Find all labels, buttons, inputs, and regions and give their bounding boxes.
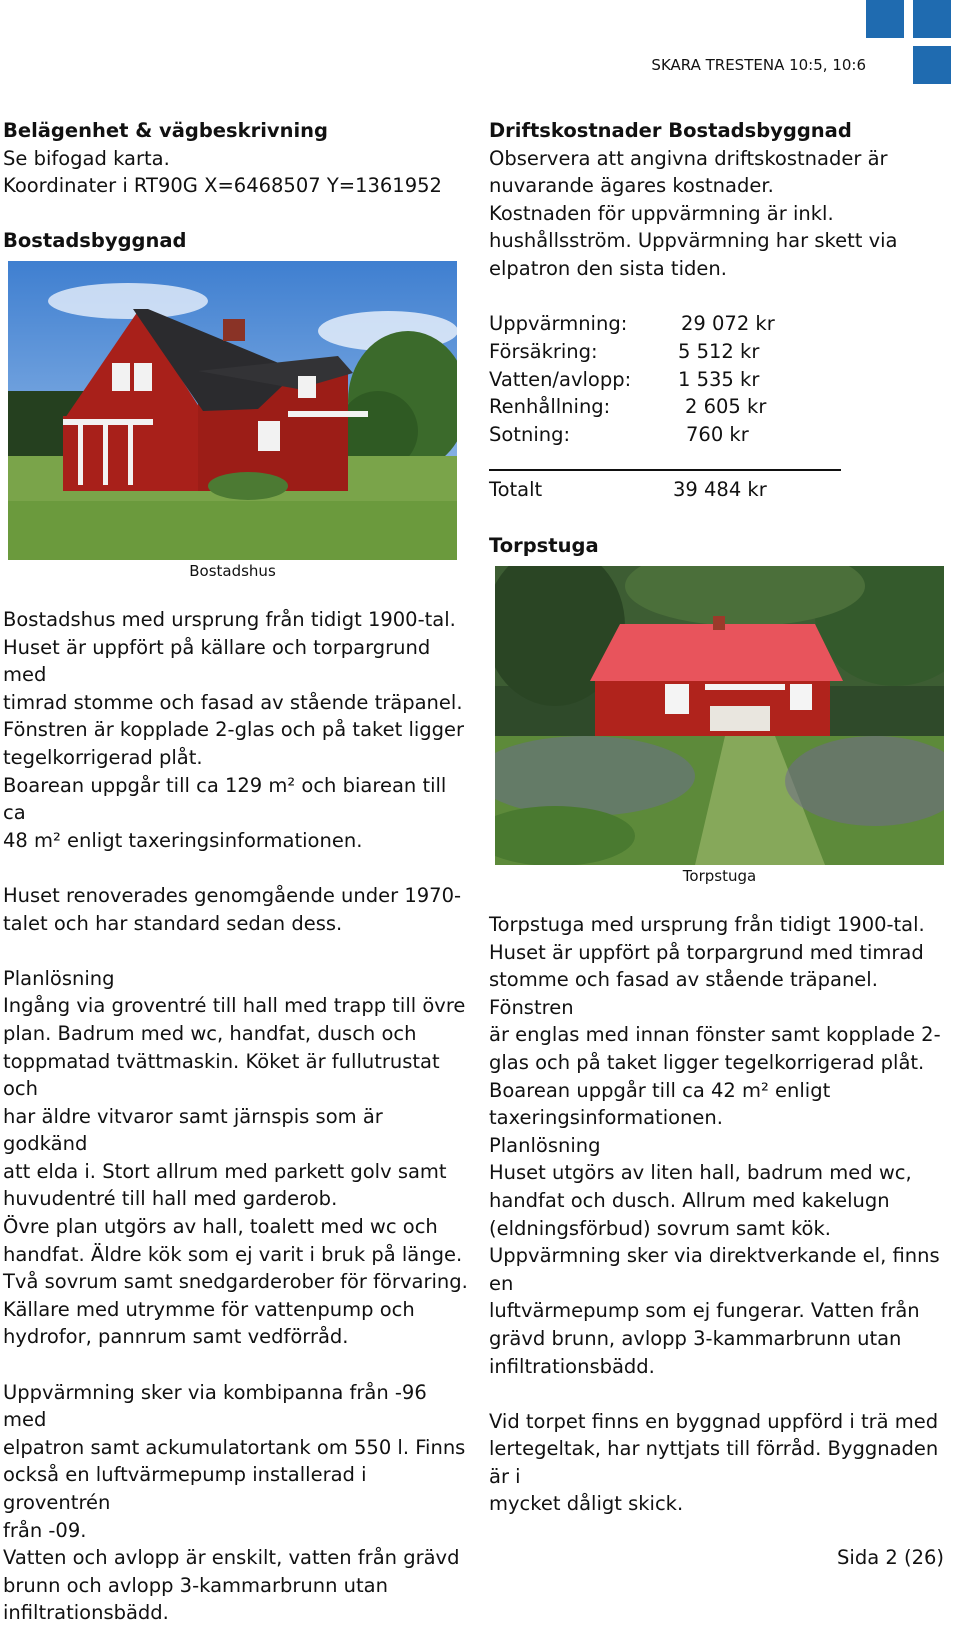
plan-line: Övre plan utgörs av hall, toalett med wc och	[3, 1215, 438, 1239]
cottage-plan-line: infiltrationsbädd.	[489, 1354, 655, 1378]
cottage-caption: Torpstuga	[682, 867, 757, 885]
heating-line: från -09.	[3, 1518, 87, 1542]
renovation-line: talet och har standard sedan dess.	[3, 911, 343, 935]
cost-label: Uppvärmning:	[489, 312, 628, 335]
total-label: Totalt	[489, 478, 543, 501]
cottage-plan-line: (eldningsförbud) sovrum samt kök.	[489, 1216, 831, 1240]
desc-line: Huset är uppfört på källare och torpargrund med	[3, 635, 431, 687]
outbuilding-line: Vid torpet finns en byggnad uppförd i trä med	[489, 1409, 939, 1433]
heating-line: infiltrationsbädd.	[3, 1601, 169, 1625]
location-line: Se bifogad karta.	[3, 146, 170, 170]
total-divider	[489, 469, 841, 471]
heating-line: också en luftvärmepump installerad i groventrén	[3, 1463, 367, 1514]
heating-line: brunn och avlopp 3-kammarbrunn utan	[3, 1573, 388, 1597]
cottage-line: Torpstuga med ursprung från tidigt 1900-tal.	[489, 913, 925, 936]
cost-value: 2 605 kr	[685, 395, 767, 418]
page-number: Sida 2 (26)	[837, 1546, 944, 1569]
desc-line: Boarean uppgår till ca 129 m² och biarean till ca	[3, 773, 447, 825]
costs-intro-line: Kostnaden för uppvärmning är inkl.	[489, 201, 834, 225]
cottage-plan-line: Uppvärmning sker via direktverkande el, finns en	[489, 1244, 940, 1295]
outbuilding-line: mycket dåligt skick.	[489, 1492, 684, 1516]
cottage-plan-heading: Planlösning	[489, 1133, 601, 1157]
cost-label: Sotning:	[489, 423, 571, 446]
cost-label: Renhållning:	[489, 395, 611, 418]
cost-value: 5 512 kr	[678, 340, 760, 363]
location-heading: Belägenhet & vägbeskrivning	[3, 119, 329, 142]
logo-square-1	[866, 0, 904, 38]
desc-line: Bostadshus med ursprung från tidigt 1900-tal.	[3, 608, 456, 631]
location-section	[3, 117, 473, 255]
renovation-line: Huset renoverades genomgående under 1970-	[3, 883, 462, 907]
plan-line: att elda i. Stort allrum med parkett golv samt	[3, 1159, 447, 1183]
total-value: 39 484 kr	[673, 478, 767, 501]
outbuilding-line: lertegeltak, har nyttjats till förråd. Byggnaden är i	[489, 1437, 939, 1488]
desc-line: Fönstren är kopplade 2-glas och på taket ligger	[3, 718, 465, 742]
house-caption: Bostadshus	[189, 562, 276, 580]
cottage-plan-line: handfat och dusch. Allrum med kakelugn	[489, 1188, 890, 1212]
plan-line: har äldre vitvaror samt järnspis som är godkänd	[3, 1104, 383, 1156]
desc-line: tegelkorrigerad plåt.	[3, 745, 203, 769]
plan-line: huvudentré till hall med garderob.	[3, 1187, 338, 1211]
plan-line: handfat. Äldre kök som ej varit i bruk på länge.	[3, 1242, 463, 1266]
cottage-line: glas och på taket ligger tegelkorrigerad plåt.	[489, 1050, 925, 1074]
cottage-plan-line: Huset utgörs av liten hall, badrum med wc,	[489, 1161, 912, 1185]
cottage-photo	[495, 566, 944, 865]
cottage-line: Huset är uppfört på torpargrund med timrad	[489, 940, 924, 964]
heating-line: Vatten och avlopp är enskilt, vatten från grävd	[3, 1546, 460, 1570]
logo-square-2	[913, 0, 951, 38]
plan-line: hydrofor, pannrum samt vedförråd.	[3, 1325, 349, 1349]
cottage-line: stomme och fasad av stående träpanel. Fönstren	[489, 968, 878, 1019]
cost-value: 760 kr	[686, 423, 749, 446]
cottage-plan-line: grävd brunn, avlopp 3-kammarbrunn utan	[489, 1326, 902, 1350]
desc-line: 48 m² enligt taxeringsinformationen.	[3, 828, 363, 852]
cottage-line: Boarean uppgår till ca 42 m² enligt	[489, 1078, 831, 1102]
cottage-line: är englas med innan fönster samt kopplade 2-	[489, 1023, 941, 1047]
cost-label: Vatten/avlopp:	[489, 368, 632, 391]
house-heading: Bostadsbyggnad	[3, 229, 187, 253]
costs-intro-line: nuvarande ägares kostnader.	[489, 174, 774, 198]
plan-line: Ingång via groventré till hall med trapp till övre	[3, 994, 466, 1018]
house-description	[3, 606, 473, 1627]
plan-line: toppmatad tvättmaskin. Köket är fullutrustat och	[3, 1049, 440, 1101]
plan-line: plan. Badrum med wc, handfat, dusch och	[3, 1021, 417, 1045]
cottage-line: taxeringsinformationen.	[489, 1106, 723, 1130]
desc-line: timrad stomme och fasad av stående träpanel.	[3, 690, 463, 714]
costs-section	[489, 117, 949, 283]
heating-line: elpatron samt ackumulatortank om 550 l. Finns	[3, 1435, 466, 1459]
costs-intro-line: Observera att angivna driftskostnader är	[489, 146, 888, 170]
logo-square-3	[913, 46, 951, 84]
heating-line: Uppvärmning sker via kombipanna från -96 med	[3, 1380, 427, 1432]
cottage-description	[489, 911, 954, 1518]
costs-intro-line: elpatron den sista tiden.	[489, 256, 727, 280]
cost-value: 29 072 kr	[681, 312, 775, 335]
plan-line: Källare med utrymme för vattenpump och	[3, 1297, 415, 1321]
plan-line: Två sovrum samt snedgarderober för förvaring.	[3, 1270, 468, 1294]
costs-heading: Driftskostnader Bostadsbyggnad	[489, 119, 852, 142]
location-line: Koordinater i RT90G X=6468507 Y=1361952	[3, 174, 442, 198]
cost-label: Försäkring:	[489, 340, 598, 363]
plan-heading: Planlösning	[3, 966, 115, 990]
cottage-plan-line: luftvärmepump som ej fungerar. Vatten från	[489, 1299, 920, 1323]
house-photo	[8, 261, 457, 560]
costs-intro-line: hushållsström. Uppvärmning har skett via	[489, 229, 898, 253]
cottage-heading: Torpstuga	[489, 534, 599, 557]
document-title: SKARA TRESTENA 10:5, 10:6	[651, 56, 866, 74]
cost-value: 1 535 kr	[678, 368, 760, 391]
